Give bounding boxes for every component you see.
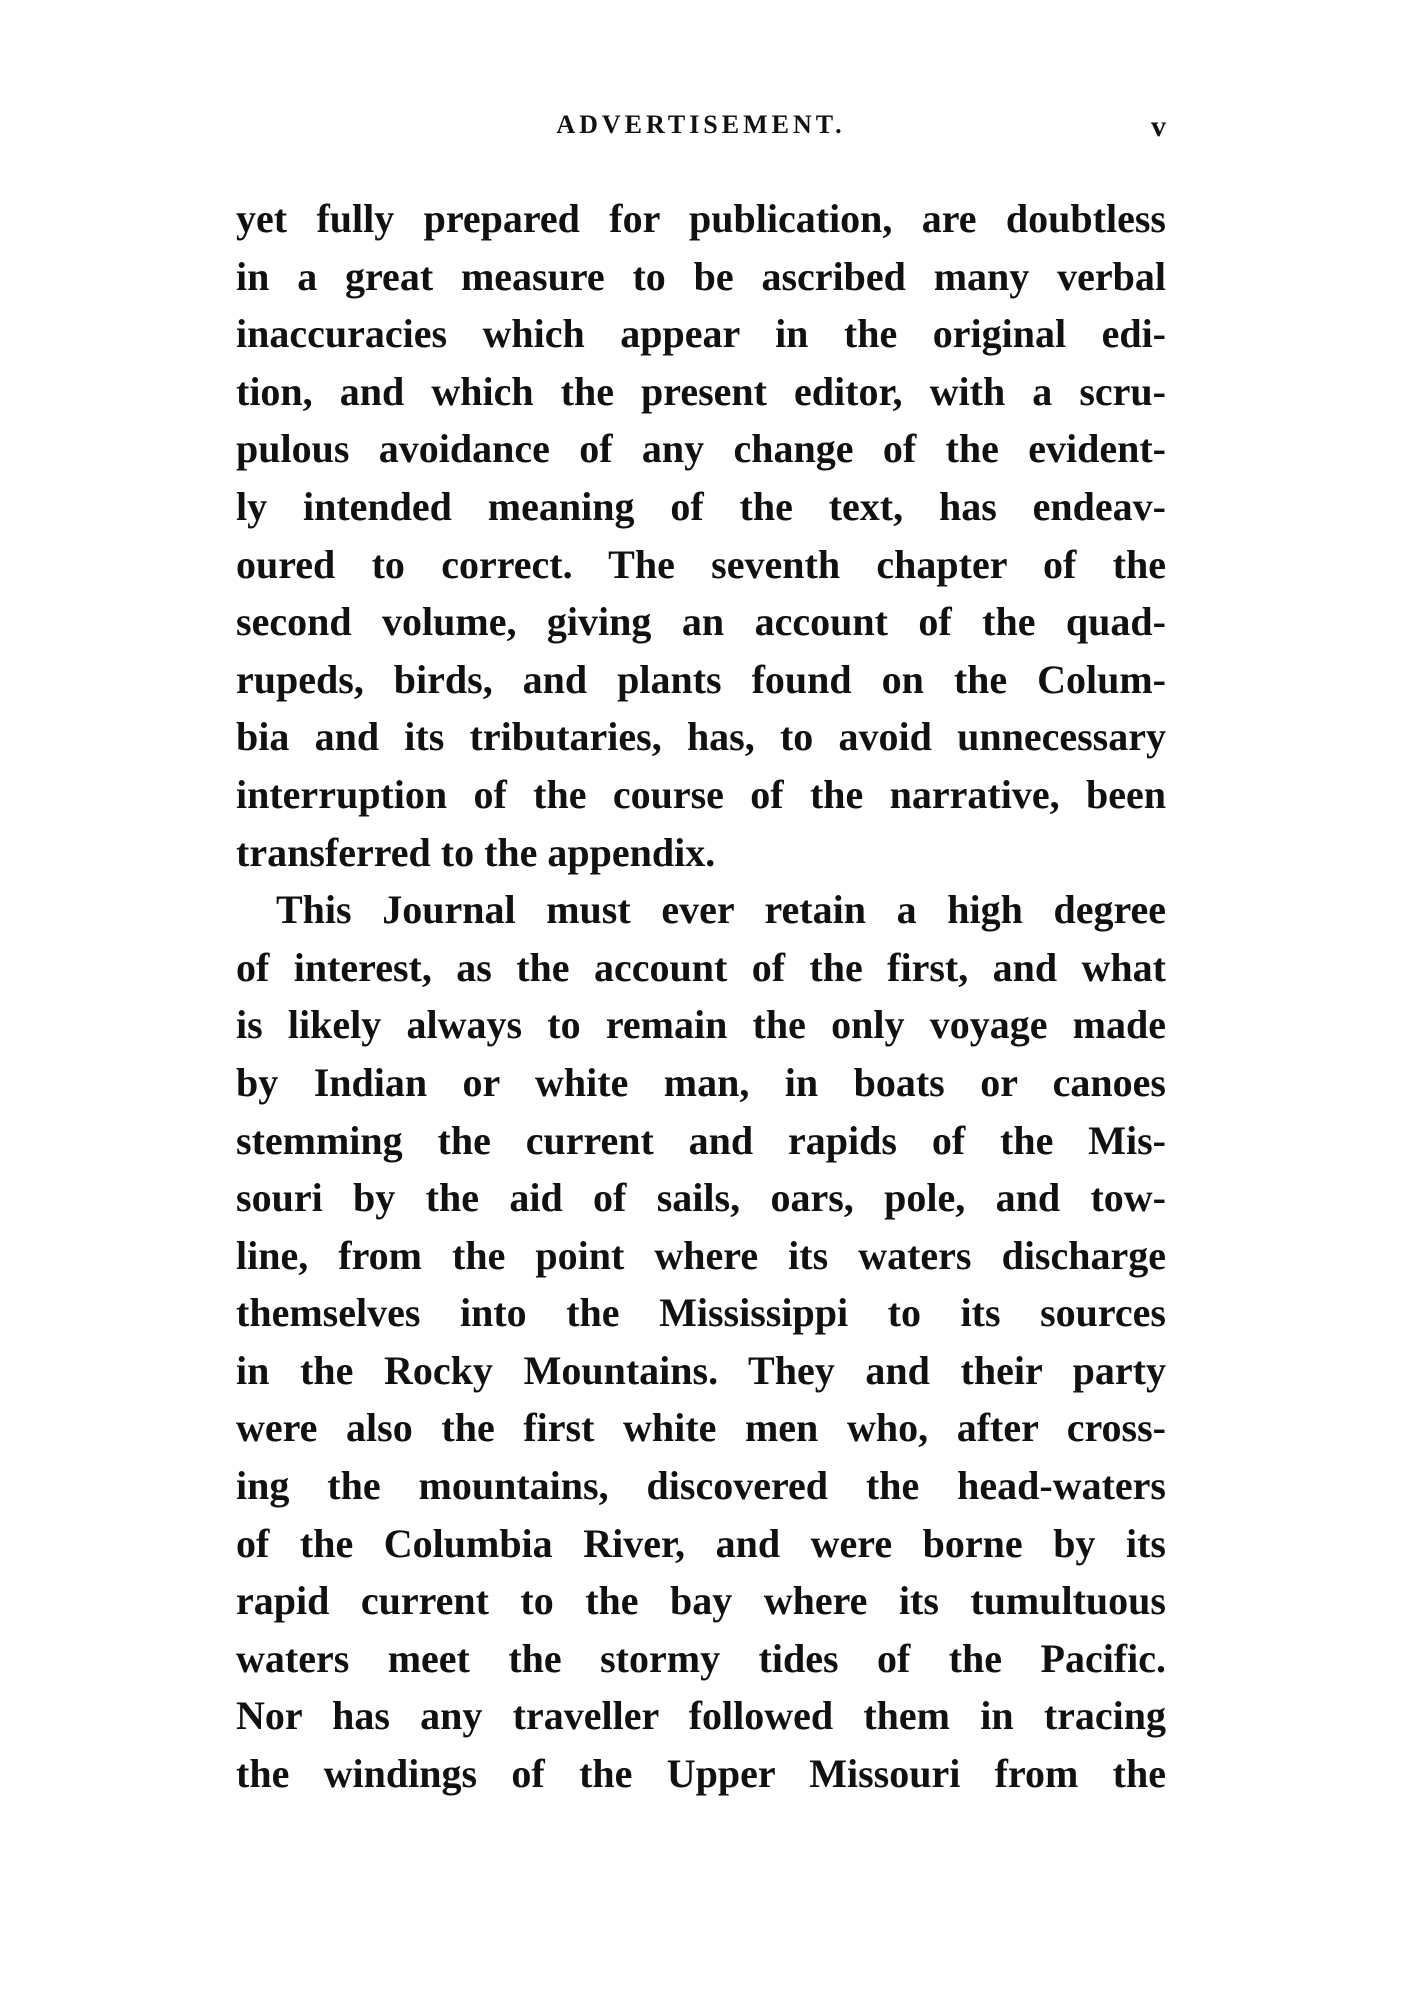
text-line: rupeds, birds, and plants found on the Colum- <box>236 656 1166 702</box>
text-line: second volume, giving an account of the quad- <box>236 599 1166 645</box>
text-line: in the Rocky Mountains. They and their party <box>236 1347 1166 1393</box>
text-line: souri by the aid of sails, oars, pole, and tow- <box>236 1175 1166 1221</box>
text-line: pulous avoidance of any change of the evident- <box>236 426 1166 472</box>
text-line: is likely always to remain the only voyage made <box>236 1002 1166 1048</box>
text-line: line, from the point where its waters discharge <box>236 1232 1166 1278</box>
text-line: ly intended meaning of the text, has endeav- <box>236 483 1166 529</box>
text-line: yet fully prepared for publication, are doubtless <box>236 196 1166 241</box>
text-line: themselves into the Mississippi to its sources <box>236 1290 1166 1336</box>
running-head <box>236 110 1166 150</box>
text-line: the windings of the Upper Missouri from the <box>236 1751 1166 1797</box>
text-line: oured to correct. The seventh chapter of the <box>236 541 1166 587</box>
text-line: stemming the current and rapids of the Mis- <box>236 1117 1166 1163</box>
text-line: bia and its tributaries, has, to avoid unnecessary <box>236 714 1166 760</box>
text-line: by Indian or white man, in boats or canoes <box>236 1059 1166 1105</box>
body-text <box>236 190 1166 1803</box>
text-line: ing the mountains, discovered the head-waters <box>236 1463 1166 1509</box>
text-line: rapid current to the bay where its tumultuous <box>236 1578 1166 1624</box>
text-line: inaccuracies which appear in the original edi- <box>236 311 1166 357</box>
paragraph-start-line: This Journal must ever retain a high degree <box>276 887 1166 933</box>
paragraph-end-line: transferred to the appendix. <box>236 829 716 875</box>
running-title: ADVERTISEMENT. <box>556 110 846 139</box>
text-line: of interest, as the account of the first, and what <box>236 944 1166 990</box>
text-line: in a great measure to be ascribed many verbal <box>236 253 1166 299</box>
text-line: of the Columbia River, and were borne by its <box>236 1520 1166 1566</box>
text-line: waters meet the stormy tides of the Pacific. <box>236 1635 1166 1681</box>
text-line: Nor has any traveller followed them in tracing <box>236 1693 1166 1739</box>
text-line: tion, and which the present editor, with a scru- <box>236 368 1166 414</box>
page-number: v <box>1151 110 1166 143</box>
text-line: were also the first white men who, after cross- <box>236 1405 1166 1451</box>
text-line: interruption of the course of the narrative, been <box>236 771 1166 817</box>
